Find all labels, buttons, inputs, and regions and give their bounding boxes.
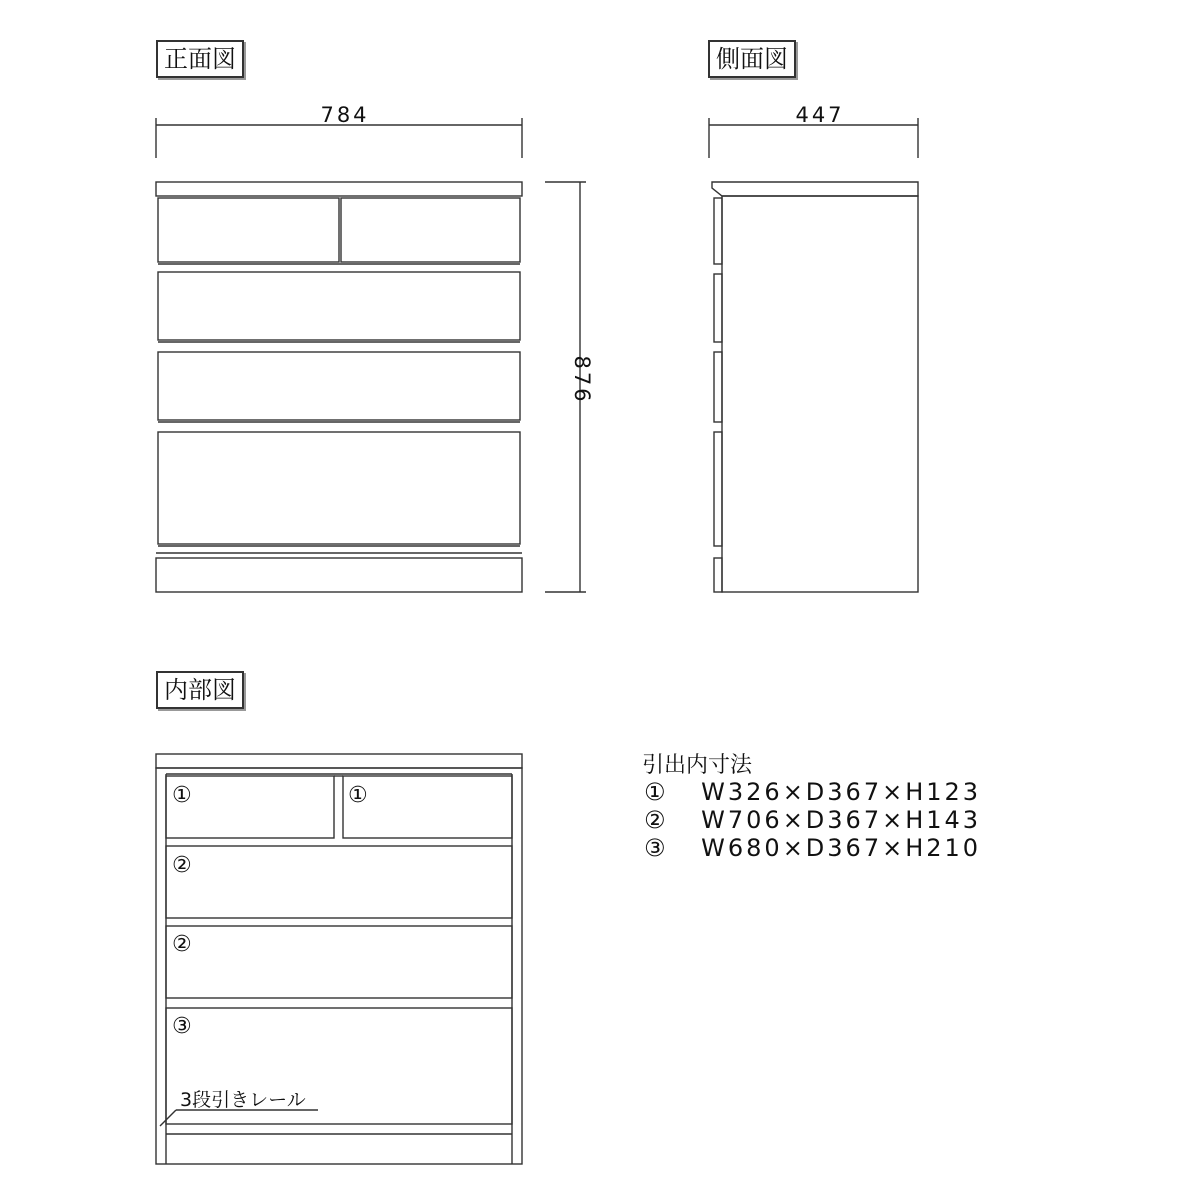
interior-top-board	[156, 754, 522, 768]
height-value: 876	[570, 355, 594, 405]
side-view-drawing	[709, 118, 918, 592]
front-view-drawing	[156, 118, 586, 592]
interior-mark-2b: ②	[172, 932, 192, 957]
side-view-label: 側面図	[708, 40, 796, 78]
front-width-value: 784	[320, 103, 370, 127]
spec-row-3-size: W680×D367×H210	[701, 834, 982, 862]
interior-mark-1-right: ①	[348, 783, 368, 808]
interior-drawer-1-right	[343, 776, 512, 838]
front-view-label: 正面図	[156, 40, 244, 78]
front-drawer-top-left	[158, 198, 339, 262]
interior-mark-3: ③	[172, 1014, 192, 1039]
spec-row-1-mark: ①	[644, 778, 669, 806]
spec-row-2-mark: ②	[644, 806, 669, 834]
interior-drawer-2a	[166, 846, 512, 918]
front-base	[156, 558, 522, 592]
spec-row-2-size: W706×D367×H143	[701, 806, 982, 834]
interior-view-label: 内部図	[156, 671, 244, 709]
interior-mark-2a: ②	[172, 853, 192, 878]
front-drawer-4	[158, 432, 520, 544]
front-drawer-2	[158, 272, 520, 340]
front-drawer-3	[158, 352, 520, 420]
interior-drawer-2b	[166, 926, 512, 998]
side-body	[722, 196, 918, 592]
side-depth-value: 447	[795, 103, 845, 127]
front-drawer-top-right	[341, 198, 520, 262]
spec-row-3-mark: ③	[644, 834, 669, 862]
spec-row-2	[644, 806, 981, 834]
interior-mark-1-left: ①	[172, 783, 192, 808]
spec-row-1	[644, 778, 981, 806]
spec-row-3	[644, 834, 981, 862]
spec-row-1-size: W326×D367×H123	[701, 778, 982, 806]
rail-note: 3段引きレール	[180, 1089, 306, 1111]
spec-title: 引出内寸法	[642, 753, 753, 778]
front-top-board	[156, 182, 522, 196]
